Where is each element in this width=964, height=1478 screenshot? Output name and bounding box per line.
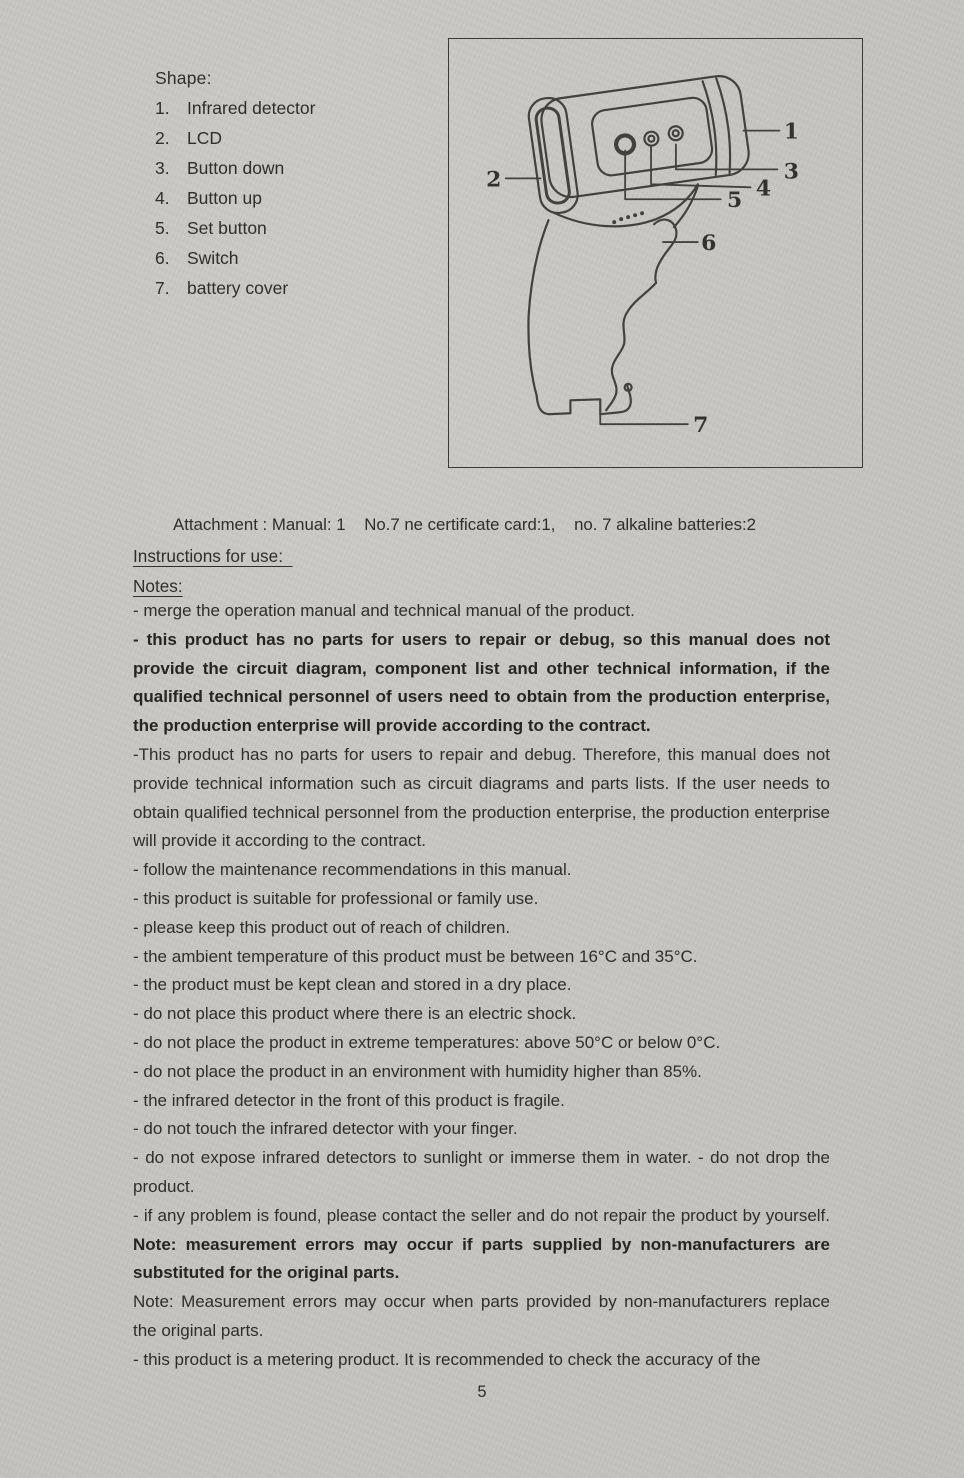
note-text: - if any problem is found, please contact the seller and do not repair the product by yourself. xyxy=(133,1205,830,1225)
note-text: - the ambient temperature of this product must be between 16°C and 35°C. xyxy=(133,946,698,966)
list-item xyxy=(155,218,315,248)
note-text: - merge the operation manual and technical manual of the product. xyxy=(133,601,635,620)
note-paragraph xyxy=(133,1087,830,1116)
note-paragraph xyxy=(133,1202,830,1288)
list-item-label: battery cover xyxy=(187,278,289,298)
note-text-bold: Note: measurement errors may occur if parts supplied by non-manufacturers are substituted for the original parts. xyxy=(133,1234,830,1283)
figure-callout-7: 7 xyxy=(693,412,709,439)
note-paragraph xyxy=(133,1115,830,1144)
button-up xyxy=(644,131,660,147)
note-paragraph xyxy=(133,856,830,885)
list-item-number: 7. xyxy=(155,278,170,298)
note-text: - follow the maintenance recommendations in this manual. xyxy=(133,860,572,880)
list-item-label: LCD xyxy=(187,128,223,148)
note-paragraph xyxy=(133,597,830,626)
note-paragraph xyxy=(133,1346,830,1375)
note-paragraph xyxy=(133,1058,830,1087)
list-item-label: Button up xyxy=(187,188,262,208)
list-item-number: 4. xyxy=(155,188,170,208)
head-cap-seam xyxy=(716,78,734,173)
list-item-label: Infrared detector xyxy=(187,98,316,118)
note-paragraph xyxy=(133,626,830,741)
list-item-label: Switch xyxy=(187,248,239,268)
callout-leader-3 xyxy=(676,145,778,170)
shape-section xyxy=(155,68,315,308)
notes-list xyxy=(133,597,830,1375)
note-paragraph xyxy=(133,741,830,856)
note-paragraph xyxy=(133,1000,830,1029)
list-item xyxy=(155,248,315,278)
list-item xyxy=(155,278,315,308)
note-text: Note: Measurement errors may occur when parts provided by non-manufacturers replace the original parts. xyxy=(133,1292,830,1340)
callout-leader-5 xyxy=(625,150,721,199)
note-text: - please keep this product out of reach of children. xyxy=(133,917,511,937)
instructions-heading-text: Instructions for use: xyxy=(133,546,293,566)
figure-callout-1: 1 xyxy=(783,118,799,145)
note-paragraph xyxy=(133,1288,830,1346)
figure-callout-3: 3 xyxy=(783,158,799,185)
shape-list xyxy=(155,98,315,308)
list-item-number: 3. xyxy=(155,158,170,178)
button-down xyxy=(668,125,684,141)
page-number: 5 xyxy=(477,1383,487,1401)
list-item-number: 6. xyxy=(155,248,170,268)
figure-callout-5: 5 xyxy=(726,187,743,214)
list-item-number: 2. xyxy=(155,128,170,148)
infrared-detector-lens-inner xyxy=(535,107,571,205)
figure-callout-6: 6 xyxy=(701,230,717,257)
note-text: - this product has no parts for users to repair or debug, so this manual does not provide the circuit diagram, component list and other technical information, if the qualified technical personnel of users need to obtain from the production enterprise, the production enterprise will provide according to the contract. xyxy=(133,629,830,736)
note-paragraph xyxy=(133,971,830,1000)
note-paragraph xyxy=(133,943,830,972)
note-text: - do not place the product in extreme temperatures: above 50°C or below 0°C. xyxy=(133,1032,721,1052)
shape-heading: Shape: xyxy=(155,68,212,88)
note-text: - do not place this product where there is an electric shock. xyxy=(133,1004,577,1024)
button-down-dot xyxy=(672,130,679,137)
figure-callout-4: 4 xyxy=(755,175,772,202)
thermometer-drawing xyxy=(449,39,862,467)
list-item-label: Button down xyxy=(187,158,285,178)
switch-trigger xyxy=(654,220,676,283)
instructions-heading xyxy=(133,546,293,567)
note-text: - the product must be kept clean and stored in a dry place. xyxy=(133,975,572,995)
attachment-line: Attachment : Manual: 1 No.7 ne certificate card:1, no. 7 alkaline batteries:2 xyxy=(173,515,756,534)
button-up-dot xyxy=(648,135,655,142)
speaker-dots xyxy=(612,211,644,224)
list-item xyxy=(155,158,315,188)
note-paragraph xyxy=(133,1029,830,1058)
note-text: -This product has no parts for users to repair and debug. Therefore, this manual does not provide technical information such as circuit diagrams and parts lists. If the user needs to obtain qualified technical personnel from the production enterprise, the production enterprise will provide it according to the contract. xyxy=(133,744,830,851)
note-text: - do not place the product in an environment with humidity higher than 85%. xyxy=(133,1061,702,1081)
notes-heading xyxy=(133,576,183,597)
list-item-number: 5. xyxy=(155,218,170,238)
note-text: - do not touch the infrared detector with your finger. xyxy=(133,1119,518,1139)
list-item-label: Set button xyxy=(187,218,267,238)
list-item xyxy=(155,98,315,128)
list-item xyxy=(155,128,315,158)
callout-leader-7 xyxy=(600,414,688,424)
note-text: - do not expose infrared detectors to sunlight or immerse them in water. - do not drop the product. xyxy=(133,1148,830,1196)
list-item xyxy=(155,188,315,218)
note-paragraph xyxy=(133,1144,830,1202)
note-text: - the infrared detector in the front of this product is fragile. xyxy=(133,1090,565,1110)
list-item-number: 1. xyxy=(155,98,170,118)
note-paragraph xyxy=(133,885,830,914)
thermometer-figure xyxy=(448,38,863,468)
figure-callout-2: 2 xyxy=(486,166,502,193)
handle-grip-edge xyxy=(606,283,656,410)
notes-heading-text: Notes: xyxy=(133,576,183,596)
note-text: - this product is a metering product. It is recommended to check the accuracy of the xyxy=(133,1349,761,1369)
handle-left-edge xyxy=(528,220,548,395)
note-text: - this product is suitable for professional or family use. xyxy=(133,888,539,908)
note-paragraph xyxy=(133,914,830,943)
